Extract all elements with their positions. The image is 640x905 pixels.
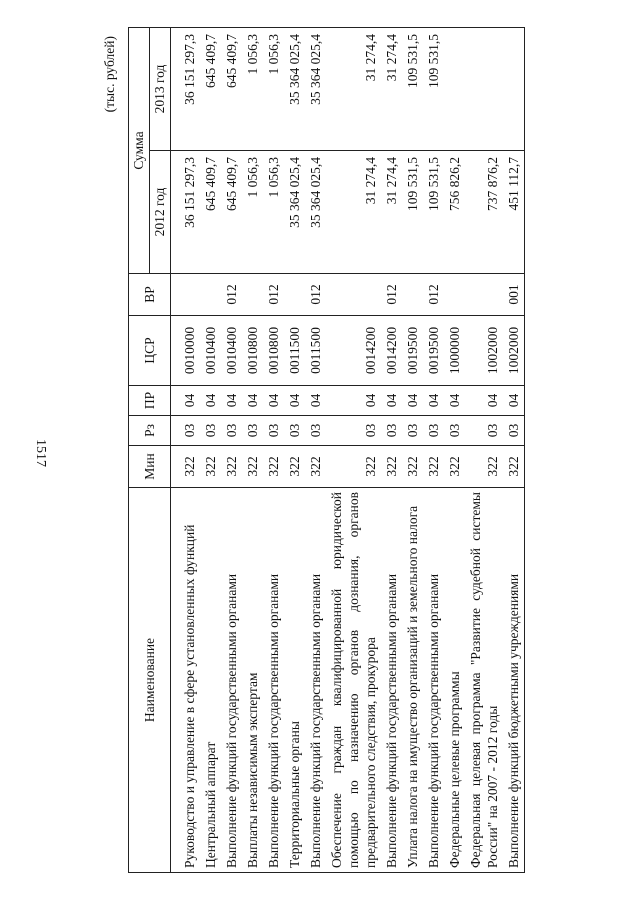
row-min: 322: [503, 446, 525, 488]
row-amount-2013: 35 364 025,4: [305, 27, 326, 150]
row-vr: 012: [381, 274, 402, 316]
row-csr: 0010000: [179, 316, 200, 386]
row-csr: 1000000: [444, 316, 465, 386]
row-vr: [444, 274, 465, 316]
row-name: Федеральная целевая программа "Развитие судебной системы России" на 2007 - 2012 годы: [465, 488, 503, 873]
row-min: 322: [242, 446, 263, 488]
row-pr: 04: [284, 386, 305, 416]
row-amount-2013: 109 531,5: [423, 27, 444, 150]
table-row: [200, 27, 221, 872]
row-min: 322: [179, 446, 200, 488]
header-year-2012: 2012 год: [150, 151, 171, 274]
row-pr: 04: [326, 386, 381, 416]
row-amount-2012: 756 826,2: [444, 151, 465, 274]
row-vr: [242, 274, 263, 316]
row-amount-2013: 31 274,4: [381, 27, 402, 150]
row-vr: 012: [263, 274, 284, 316]
row-min: 322: [326, 446, 381, 488]
row-min: 322: [465, 446, 503, 488]
row-vr: 001: [503, 274, 525, 316]
row-amount-2012: 35 364 025,4: [305, 151, 326, 274]
row-vr: [326, 274, 381, 316]
row-name: Обеспечение граждан квалифицированной юридической помощью по назначению органов дознания, органов предварительного следствия, прокурора: [326, 488, 381, 873]
row-vr: 012: [221, 274, 242, 316]
row-amount-2012: 36 151 297,3: [179, 151, 200, 274]
page-number: 1517: [33, 439, 48, 467]
row-csr: 0010800: [242, 316, 263, 386]
row-amount-2013: 31 274,4: [326, 27, 381, 150]
row-rz: 03: [326, 416, 381, 446]
header-name: Наименование: [129, 488, 171, 873]
row-csr: 0011500: [284, 316, 305, 386]
header-vr: ВР: [129, 274, 171, 316]
row-pr: 04: [423, 386, 444, 416]
table-row: [284, 27, 305, 872]
row-rz: 03: [305, 416, 326, 446]
row-csr: 0014200: [326, 316, 381, 386]
row-vr: 012: [423, 274, 444, 316]
row-amount-2012: 31 274,4: [381, 151, 402, 274]
row-amount-2013: 36 151 297,3: [179, 27, 200, 150]
row-csr: 0010400: [221, 316, 242, 386]
row-csr: 0010800: [263, 316, 284, 386]
table-row: [423, 27, 444, 872]
units-note: (тыс. рублей): [102, 36, 117, 113]
header-min: Мин: [129, 446, 171, 488]
row-rz: 03: [381, 416, 402, 446]
row-rz: 03: [423, 416, 444, 446]
row-amount-2012: 1 056,3: [263, 151, 284, 274]
table-body: [171, 27, 525, 872]
header-rz: Рз: [129, 416, 171, 446]
row-pr: 04: [444, 386, 465, 416]
row-amount-2012: 35 364 025,4: [284, 151, 305, 274]
header-pr: ПР: [129, 386, 171, 416]
row-csr: 0019500: [423, 316, 444, 386]
table-row: [381, 27, 402, 872]
table-row: [326, 27, 381, 872]
row-vr: [179, 274, 200, 316]
row-min: 322: [381, 446, 402, 488]
row-pr: 04: [305, 386, 326, 416]
row-amount-2012: 31 274,4: [326, 151, 381, 274]
row-rz: 03: [200, 416, 221, 446]
row-amount-2012: 451 112,7: [503, 151, 525, 274]
row-amount-2012: 109 531,5: [402, 151, 423, 274]
spacer-row: [171, 27, 180, 872]
row-rz: 03: [465, 416, 503, 446]
row-amount-2013: 109 531,5: [402, 27, 423, 150]
row-vr: [284, 274, 305, 316]
row-min: 322: [200, 446, 221, 488]
row-amount-2012: 645 409,7: [200, 151, 221, 274]
table-row: [179, 27, 200, 872]
row-rz: 03: [402, 416, 423, 446]
table-row: [465, 27, 503, 872]
row-pr: 04: [263, 386, 284, 416]
row-min: 322: [305, 446, 326, 488]
row-name: Выполнение функций государственными органами: [423, 488, 444, 873]
row-rz: 03: [503, 416, 525, 446]
row-name: Руководство и управление в сфере установленных функций: [179, 488, 200, 873]
row-amount-2013: [465, 27, 503, 150]
row-pr: 04: [200, 386, 221, 416]
row-rz: 03: [179, 416, 200, 446]
row-pr: 04: [465, 386, 503, 416]
row-csr: 0014200: [381, 316, 402, 386]
row-name: Выполнение функций государственными органами: [221, 488, 242, 873]
row-pr: 04: [402, 386, 423, 416]
row-name: Уплата налога на имущество организаций и земельного налога: [402, 488, 423, 873]
table-row: [263, 27, 284, 872]
row-csr: 1002000: [503, 316, 525, 386]
table-row: [305, 27, 326, 872]
row-pr: 04: [221, 386, 242, 416]
row-vr: 012: [305, 274, 326, 316]
row-vr: [402, 274, 423, 316]
row-min: 322: [284, 446, 305, 488]
row-amount-2013: 645 409,7: [200, 27, 221, 150]
budget-table: [128, 27, 525, 873]
row-name: Выполнение функций бюджетными учреждениями: [503, 488, 525, 873]
row-csr: 0010400: [200, 316, 221, 386]
row-name: Выполнение функций государственными органами: [263, 488, 284, 873]
row-pr: 04: [503, 386, 525, 416]
row-amount-2013: 35 364 025,4: [284, 27, 305, 150]
row-amount-2013: 1 056,3: [263, 27, 284, 150]
row-name: Федеральные целевые программы: [444, 488, 465, 873]
row-rz: 03: [284, 416, 305, 446]
row-min: 322: [221, 446, 242, 488]
row-amount-2012: 109 531,5: [423, 151, 444, 274]
row-vr: [200, 274, 221, 316]
row-name: Выполнение функций государственными органами: [305, 488, 326, 873]
row-rz: 03: [242, 416, 263, 446]
row-amount-2013: 645 409,7: [221, 27, 242, 150]
table-row: [242, 27, 263, 872]
row-min: 322: [402, 446, 423, 488]
row-name: Выплаты независимым экспертам: [242, 488, 263, 873]
header-sum: Сумма: [129, 27, 150, 273]
row-pr: 04: [381, 386, 402, 416]
table-row: [402, 27, 423, 872]
row-amount-2013: [503, 27, 525, 150]
row-name: Выполнение функций государственными органами: [381, 488, 402, 873]
header-csr: ЦСР: [129, 316, 171, 386]
row-csr: 0019500: [402, 316, 423, 386]
row-amount-2012: 737 876,2: [465, 151, 503, 274]
header-year-2013: 2013 год: [150, 27, 171, 150]
row-csr: 0011500: [305, 316, 326, 386]
row-name: Территориальные органы: [284, 488, 305, 873]
row-amount-2013: 1 056,3: [242, 27, 263, 150]
row-amount-2012: 1 056,3: [242, 151, 263, 274]
row-rz: 03: [263, 416, 284, 446]
row-min: 322: [263, 446, 284, 488]
rotated-table-container: [102, 28, 640, 873]
row-amount-2013: [444, 27, 465, 150]
row-rz: 03: [221, 416, 242, 446]
row-pr: 04: [242, 386, 263, 416]
table-row: [503, 27, 525, 872]
table-row: [444, 27, 465, 872]
row-name: Центральный аппарат: [200, 488, 221, 873]
row-amount-2012: 645 409,7: [221, 151, 242, 274]
row-vr: [465, 274, 503, 316]
row-min: 322: [444, 446, 465, 488]
row-min: 322: [423, 446, 444, 488]
table-row: [221, 27, 242, 872]
row-rz: 03: [444, 416, 465, 446]
row-csr: 1002000: [465, 316, 503, 386]
row-pr: 04: [179, 386, 200, 416]
